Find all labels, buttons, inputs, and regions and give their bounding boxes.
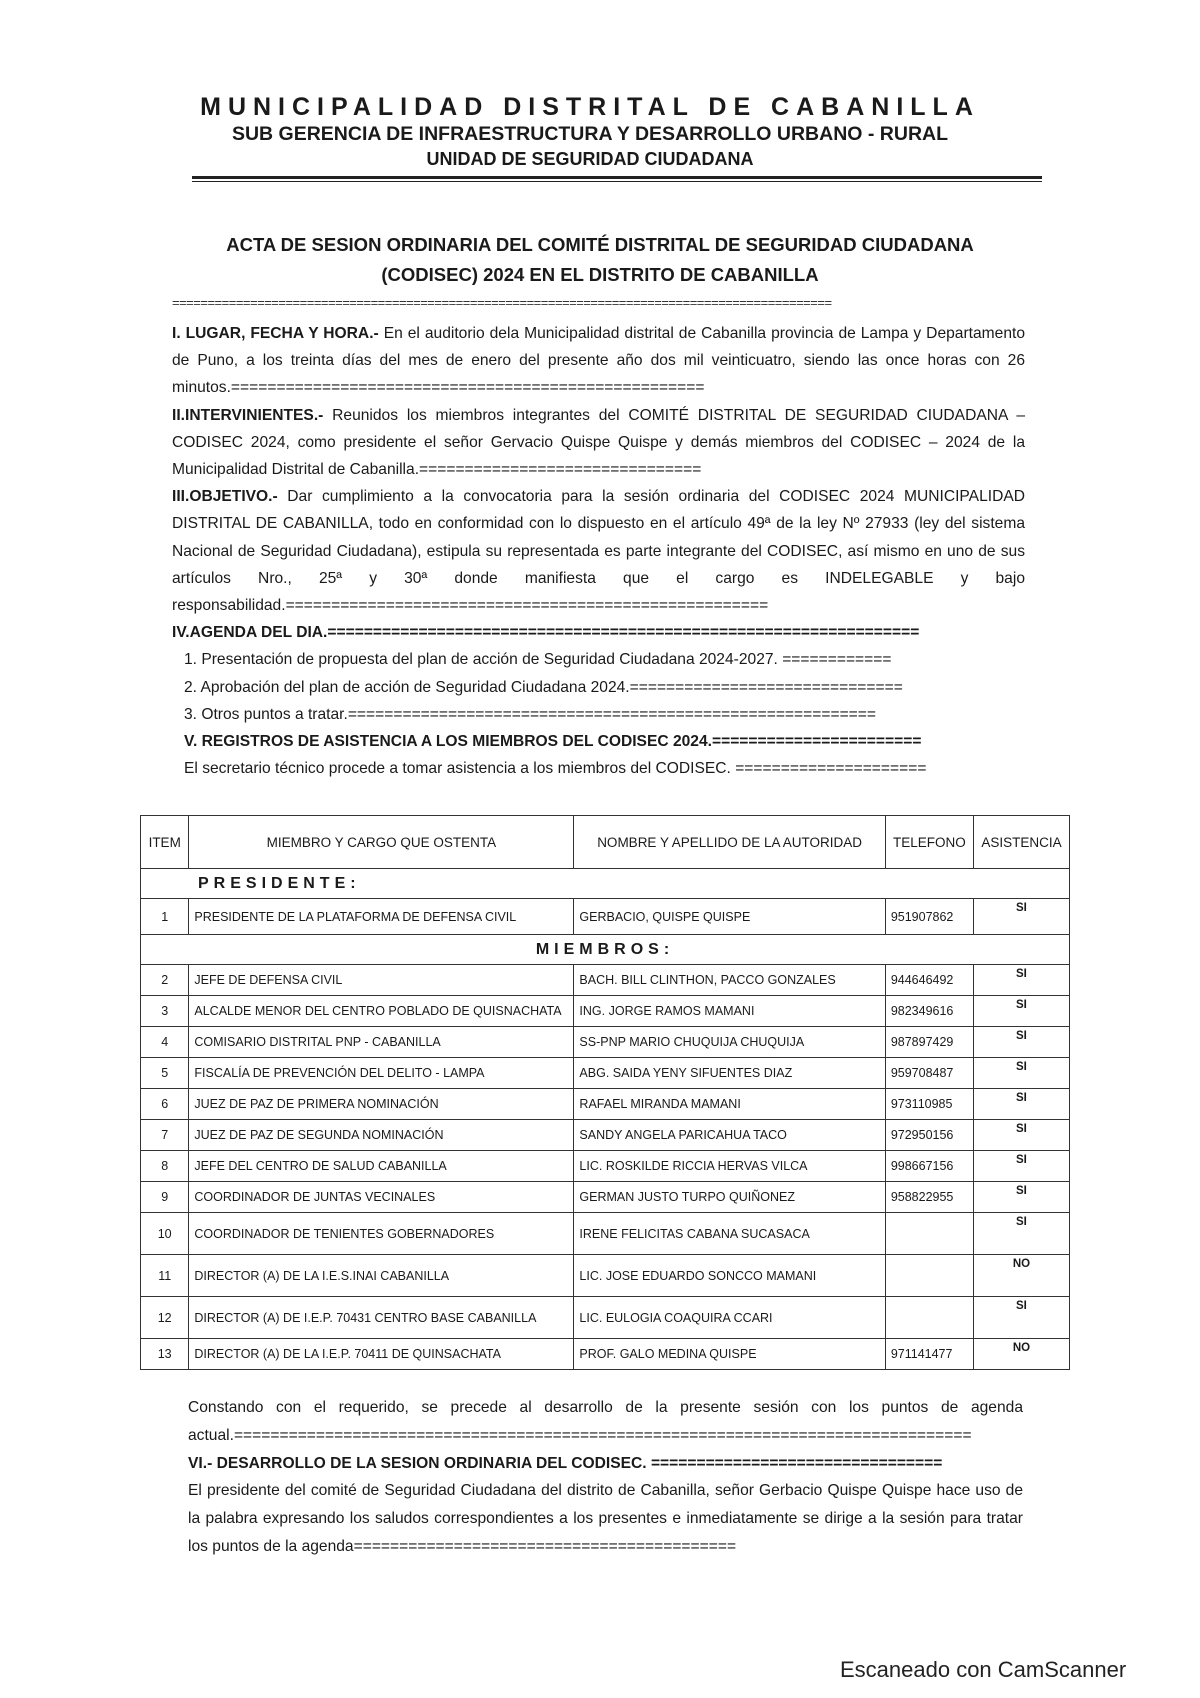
unit-name: UNIDAD DE SEGURIDAD CIUDADANA xyxy=(426,149,754,169)
cell-telefono xyxy=(885,1297,973,1339)
section-objetivo-heading: III.OBJETIVO.- xyxy=(172,488,278,506)
header-asistencia: ASISTENCIA xyxy=(973,816,1069,869)
table-row xyxy=(141,1120,1070,1151)
cell-asistencia: SI xyxy=(973,1120,1069,1151)
document-title-line1: ACTA DE SESION ORDINARIA DEL COMITÉ DISTRITAL DE SEGURIDAD CIUDADANA xyxy=(226,234,974,255)
table-header-row xyxy=(141,816,1070,869)
cell-cargo: JUEZ DE PAZ DE SEGUNDA NOMINACIÓN xyxy=(189,1120,574,1151)
cell-cargo: COORDINADOR DE JUNTAS VECINALES xyxy=(189,1182,574,1213)
section-intervinientes-text: Reunidos los miembros integrantes del COMITÉ DISTRITAL DE SEGURIDAD CIUDADANA – CODISEC 2024, como presidente el señor Gervacio Quispe Quispe y demás miembros del CODISEC – 2024 de la Municipalidad Distrital de Cabanilla.=============================== xyxy=(172,406,1025,479)
section-desarrollo xyxy=(188,1450,1023,1478)
cell-item: 12 xyxy=(141,1297,189,1339)
cell-telefono: 987897429 xyxy=(885,1027,973,1058)
cell-item: 11 xyxy=(141,1255,189,1297)
header-divider-thin xyxy=(192,181,1042,182)
document-title xyxy=(170,230,1030,290)
table-row xyxy=(141,1089,1070,1120)
header-divider-thick xyxy=(192,176,1042,179)
section-registros-heading: V. REGISTROS DE ASISTENCIA A LOS MIEMBROS DEL CODISEC 2024.======================= xyxy=(184,733,922,751)
table-row xyxy=(141,965,1070,996)
cell-item: 6 xyxy=(141,1089,189,1120)
cell-nombre: SANDY ANGELA PARICAHUA TACO xyxy=(574,1120,885,1151)
cell-nombre: PROF. GALO MEDINA QUISPE xyxy=(574,1339,885,1370)
document-body xyxy=(172,320,1025,782)
separator-line: ============================================================================================= xyxy=(172,295,832,310)
cell-nombre: BACH. BILL CLINTHON, PACCO GONZALES xyxy=(574,965,885,996)
municipality-name: MUNICIPALIDAD DISTRITAL DE CABANILLA xyxy=(200,93,980,121)
cell-telefono: 998667156 xyxy=(885,1151,973,1182)
cell-item: 7 xyxy=(141,1120,189,1151)
cell-asistencia: SI xyxy=(973,1213,1069,1255)
cell-cargo: FISCALÍA DE PREVENCIÓN DEL DELITO - LAMPA xyxy=(189,1058,574,1089)
cell-nombre: IRENE FELICITAS CABANA SUCASACA xyxy=(574,1213,885,1255)
cell-telefono: 982349616 xyxy=(885,996,973,1027)
section-lugar-heading: I. LUGAR, FECHA Y HORA.- xyxy=(172,325,379,342)
document-title-line2: (CODISEC) 2024 EN EL DISTRITO DE CABANILLA xyxy=(381,264,819,285)
cell-item: 9 xyxy=(141,1182,189,1213)
agenda-item-2: 2. Aprobación del plan de acción de Seguridad Ciudadana 2024.============================== xyxy=(184,678,903,696)
cell-cargo: JEFE DE DEFENSA CIVIL xyxy=(189,965,574,996)
cell-cargo: DIRECTOR (A) DE LA I.E.P. 70411 DE QUINSACHATA xyxy=(189,1339,574,1370)
presidente-section-row xyxy=(141,869,1070,899)
section-intervinientes xyxy=(172,402,1025,484)
section-intervinientes-heading: II.INTERVINIENTES.- xyxy=(172,406,324,424)
cell-asistencia: SI xyxy=(973,1027,1069,1058)
table-row xyxy=(141,1213,1070,1255)
table-row xyxy=(141,1182,1070,1213)
table-row xyxy=(141,1151,1070,1182)
section-registros-text: El secretario técnico procede a tomar asistencia a los miembros del CODISEC. ===================== xyxy=(184,760,927,778)
cell-cargo: JEFE DEL CENTRO DE SALUD CABANILLA xyxy=(189,1151,574,1182)
cell-asistencia: SI xyxy=(973,1089,1069,1120)
cell-asistencia: SI xyxy=(973,1182,1069,1213)
section-objetivo xyxy=(172,483,1025,619)
miembros-label: MIEMBROS: xyxy=(141,935,1070,965)
section-lugar-text: En el auditorio dela Municipalidad distrital de Cabanilla provincia de Lampa y Departamento de Puno, a los treinta días del mes de enero del presente año dos mil veinticuatro, siendo las once horas con 26 minutos.==================================================== xyxy=(172,325,1025,397)
table-row xyxy=(141,996,1070,1027)
cell-item: 2 xyxy=(141,965,189,996)
cell-nombre: GERMAN JUSTO TURPO QUIÑONEZ xyxy=(574,1182,885,1213)
cell-nombre: LIC. ROSKILDE RICCIA HERVAS VILCA xyxy=(574,1151,885,1182)
agenda-item-1: 1. Presentación de propuesta del plan de acción de Seguridad Ciudadana 2024-2027. ============ xyxy=(184,651,892,669)
sub-department-name: SUB GERENCIA DE INFRAESTRUCTURA Y DESARROLLO URBANO - RURAL xyxy=(231,123,949,145)
cell-cargo: ALCALDE MENOR DEL CENTRO POBLADO DE QUISNACHATA xyxy=(189,996,574,1027)
cell-item: 5 xyxy=(141,1058,189,1089)
cell-cargo: COORDINADOR DE TENIENTES GOBERNADORES xyxy=(189,1213,574,1255)
cell-nombre: LIC. EULOGIA COAQUIRA CCARI xyxy=(574,1297,885,1339)
cell-asistencia: SI xyxy=(973,899,1069,935)
section-lugar xyxy=(172,320,1025,402)
table-row xyxy=(141,899,1070,935)
cell-item: 10 xyxy=(141,1213,189,1255)
cell-asistencia: SI xyxy=(973,1151,1069,1182)
closing-section xyxy=(188,1394,1023,1561)
cell-cargo: JUEZ DE PAZ DE PRIMERA NOMINACIÓN xyxy=(189,1089,574,1120)
table-row xyxy=(141,1297,1070,1339)
cell-cargo: DIRECTOR (A) DE I.E.P. 70431 CENTRO BASE CABANILLA xyxy=(189,1297,574,1339)
cell-item: 3 xyxy=(141,996,189,1027)
cell-item: 8 xyxy=(141,1151,189,1182)
section-desarrollo-heading: VI.- DESARROLLO DE LA SESION ORDINARIA DEL CODISEC. xyxy=(188,1454,647,1472)
cell-telefono: 973110985 xyxy=(885,1089,973,1120)
cell-telefono: 958822955 xyxy=(885,1182,973,1213)
cell-nombre: ABG. SAIDA YENY SIFUENTES DIAZ xyxy=(574,1058,885,1089)
cell-telefono: 944646492 xyxy=(885,965,973,996)
cell-cargo: PRESIDENTE DE LA PLATAFORMA DE DEFENSA CIVIL xyxy=(189,899,574,935)
table-row xyxy=(141,1027,1070,1058)
cell-telefono xyxy=(885,1255,973,1297)
cell-telefono: 959708487 xyxy=(885,1058,973,1089)
cell-item: 4 xyxy=(141,1027,189,1058)
cell-telefono: 971141477 xyxy=(885,1339,973,1370)
cell-asistencia: SI xyxy=(973,965,1069,996)
cell-cargo: COMISARIO DISTRITAL PNP - CABANILLA xyxy=(189,1027,574,1058)
cell-asistencia: SI xyxy=(973,1058,1069,1089)
table-row xyxy=(141,1058,1070,1089)
cell-asistencia: SI xyxy=(973,1297,1069,1339)
presidente-label: PRESIDENTE: xyxy=(141,869,1070,899)
agenda-item-3: 3. Otros puntos a tratar.========================================================== xyxy=(184,705,876,723)
header-telefono: TELEFONO xyxy=(885,816,973,869)
section-desarrollo-separator: ================================ xyxy=(646,1454,943,1472)
cell-telefono xyxy=(885,1213,973,1255)
cell-nombre: GERBACIO, QUISPE QUISPE xyxy=(574,899,885,935)
header-nombre: NOMBRE Y APELLIDO DE LA AUTORIDAD xyxy=(574,816,885,869)
cell-cargo: DIRECTOR (A) DE LA I.E.S.INAI CABANILLA xyxy=(189,1255,574,1297)
attendance-table xyxy=(140,815,1070,1370)
cell-asistencia: NO xyxy=(973,1255,1069,1297)
table-row xyxy=(141,1255,1070,1297)
section-desarrollo-text: El presidente del comité de Seguridad Ciudadana del distrito de Cabanilla, señor Gerbacio Quispe Quispe hace uso de la palabra expresando los saludos correspondientes a los presentes e inmediatamente se dirige a la sesión para tratar los puntos de la agenda========================================== xyxy=(188,1482,1023,1555)
cell-nombre: RAFAEL MIRANDA MAMANI xyxy=(574,1089,885,1120)
section-objetivo-text: Dar cumplimiento a la convocatoria para la sesión ordinaria del CODISEC 2024 MUNICIPALIDAD DISTRITAL DE CABANILLA, todo en conformidad con lo dispuesto en el artículo 49ª de la ley Nº 27933 (ley del sistema Nacional de Seguridad Ciudadana), estipula su representada es parte integrante del CODISEC, así mismo en uno de sus artículos Nro., 25ª y 30ª donde manifiesta que el cargo es INDELEGABLE y bajo responsabilidad.===================================================== xyxy=(172,488,1025,615)
letterhead xyxy=(175,92,1005,171)
header-item: ITEM xyxy=(141,816,189,869)
scanner-watermark: Escaneado con CamScanner xyxy=(840,1657,1127,1682)
cell-nombre: LIC. JOSE EDUARDO SONCCO MAMANI xyxy=(574,1255,885,1297)
closing-constando: Constando con el requerido, se precede al desarrollo de la presente sesión con los puntos de agenda actual.================================================================================= xyxy=(188,1399,1023,1444)
cell-item: 13 xyxy=(141,1339,189,1370)
header-cargo: MIEMBRO Y CARGO QUE OSTENTA xyxy=(189,816,574,869)
cell-item: 1 xyxy=(141,899,189,935)
cell-asistencia: SI xyxy=(973,996,1069,1027)
cell-asistencia: NO xyxy=(973,1339,1069,1370)
section-agenda-heading: IV.AGENDA DEL DIA.================================================================= xyxy=(172,624,920,642)
cell-nombre: SS-PNP MARIO CHUQUIJA CHUQUIJA xyxy=(574,1027,885,1058)
cell-nombre: ING. JORGE RAMOS MAMANI xyxy=(574,996,885,1027)
cell-telefono: 951907862 xyxy=(885,899,973,935)
table-row xyxy=(141,1339,1070,1370)
miembros-section-row xyxy=(141,935,1070,965)
cell-telefono: 972950156 xyxy=(885,1120,973,1151)
